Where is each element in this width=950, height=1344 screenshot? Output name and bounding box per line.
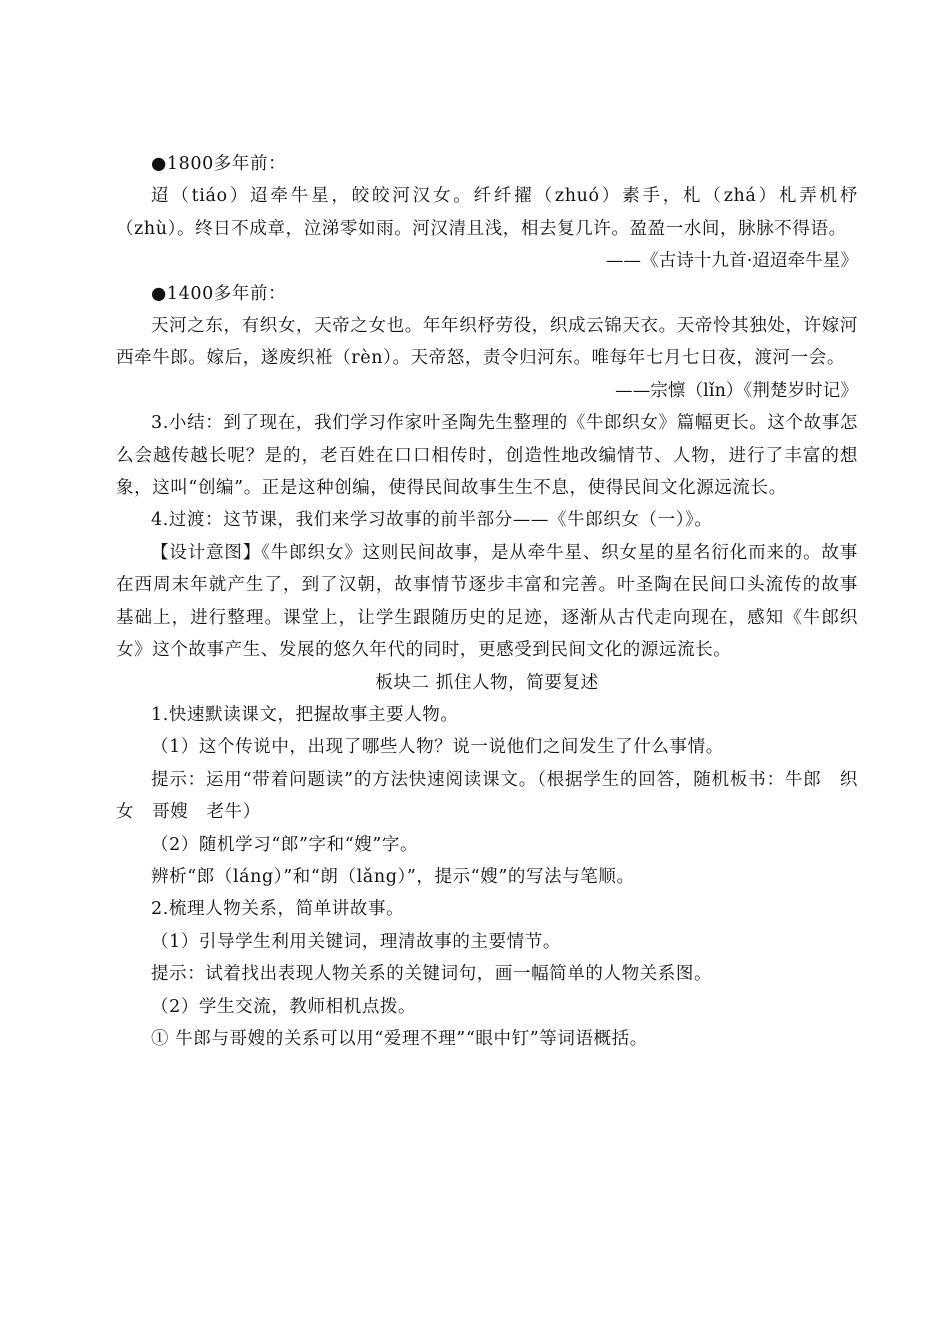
document-body [116, 148, 858, 1055]
step-1: 1.快速默读课文，把握故事主要人物。 [151, 704, 459, 725]
step-2-hint: 提示：试着找出表现人物关系的关键词句，画一幅简单的人物关系图。 [151, 964, 713, 985]
classical-source: ——宗懔（lǐn）《荆楚岁时记》 [615, 380, 858, 401]
step-1-hint: 提示：运用“带着问题读”的方法快速阅读课文。（根据学生的回答，随机板书：牛郎 织女 哥嫂 老牛） [116, 769, 858, 823]
step-1-question-1: （1）这个传说中，出现了哪些人物？说一说他们之间发生了什么事情。 [151, 737, 724, 758]
era-heading-1400: ●1400多年前： [151, 283, 287, 304]
summary-paragraph: 3.小结：到了现在，我们学习作家叶圣陶先生整理的《牛郎织女》篇幅更长。这个故事怎么会越传越长呢？是的，老百姓在口口相传时，创造性地改编情节、人物，进行了丰富的想象，这叫“创编”。正是这种创编，使得民间故事生生不息，使得民间文化源远流长。 [116, 413, 858, 499]
transition-paragraph: 4.过渡：这节课，我们来学习故事的前半部分——《牛郎织女（一）》。 [151, 510, 713, 531]
character-analysis: 辨析“郎（láng）”和“朗（lǎng）”，提示“嫂”的写法与笔顺。 [151, 866, 635, 887]
section-heading: 板块二 抓住人物，简要复述 [375, 672, 599, 693]
relation-point-1: ① 牛郎与哥嫂的关系可以用“爱理不理”“眼中钉”等词语概括。 [151, 1028, 648, 1049]
design-intent-paragraph: 【设计意图】《牛郎织女》这则民间故事，是从牵牛星、织女星的星名衍化而来的。故事在西周末年就产生了，到了汉朝，故事情节逐步丰富和完善。叶圣陶在民间口头流传的故事基础上，进行整理。课堂上，让学生跟随历史的足迹，逐渐从古代走向现在，感知《牛郎织女》这个故事产生、发展的悠久年代的同时，更感受到民间文化的源远流长。 [116, 542, 858, 661]
step-2: 2.梳理人物关系，简单讲故事。 [151, 899, 405, 920]
classical-text: 天河之东，有织女，天帝之女也。年年织杼劳役，织成云锦天衣。天帝怜其独处，许嫁河西牵牛郎。嫁后，遂废织袵（rèn）。天帝怒，责令归河东。唯每年七月七日夜，渡河一会。 [116, 316, 858, 369]
era-heading-1800: ●1800多年前： [151, 154, 287, 174]
poem-text: 迢（tiáo）迢牵牛星，皎皎河汉女。纤纤擢（zhuó）素手，札（zhá）札弄机杼（zhù）。终日不成章，泣涕零如雨。河汉清且浅，相去复几许。盈盈一水间，脉脉不得语。 [116, 186, 858, 239]
step-2-item-2: （2）学生交流，教师相机点拨。 [151, 996, 417, 1017]
step-2-item-1: （1）引导学生利用关键词，理清故事的主要情节。 [151, 931, 561, 952]
step-1-question-2: （2）随机学习“郎”字和“嫂”字。 [151, 834, 419, 855]
poem-source: ——《古诗十九首·迢迢牵牛星》 [605, 251, 858, 272]
